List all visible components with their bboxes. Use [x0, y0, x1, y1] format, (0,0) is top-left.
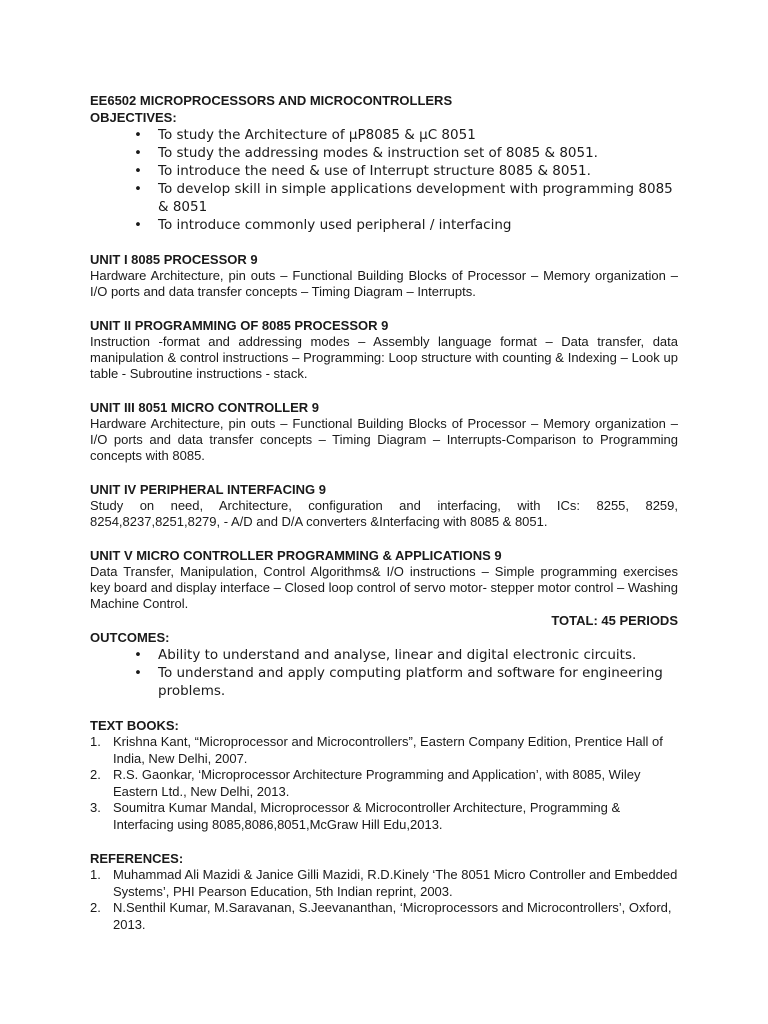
- unit-title: UNIT IV PERIPHERAL INTERFACING 9: [90, 482, 326, 497]
- list-item: • To study the Architecture of µP8085 & µC 8051: [90, 126, 678, 144]
- list-item: • To introduce commonly used peripheral / interfacing: [90, 216, 678, 234]
- list-item: [90, 734, 678, 767]
- unit-4-section: [90, 481, 678, 530]
- list-item: • To introduce the need & use of Interrupt structure 8085 & 8051.: [90, 162, 678, 180]
- list-item: • To develop skill in simple applications development with programming 8085 & 8051: [90, 180, 678, 216]
- item-number: 2.: [90, 767, 101, 782]
- list-item: [90, 800, 678, 833]
- outcomes-list: [90, 646, 678, 700]
- unit-body: Hardware Architecture, pin outs – Functional Building Blocks of Processor – Memory organization – I/O ports and data transfer concepts – Timing Diagram – Interrupts.: [90, 268, 678, 299]
- unit-title: UNIT III 8051 MICRO CONTROLLER 9: [90, 400, 319, 415]
- unit-title: UNIT V MICRO CONTROLLER PROGRAMMING & APPLICATIONS 9: [90, 548, 502, 563]
- item-number: 2.: [90, 900, 101, 915]
- list-item: • Ability to understand and analyse, linear and digital electronic circuits.: [90, 646, 678, 664]
- item-text: Muhammad Ali Mazidi & Janice Gilli Mazidi, R.D.Kinely ‘The 8051 Micro Controller and Embedded Systems’, PHI Pearson Education, 5th Indian reprint, 2003.: [113, 867, 678, 899]
- item-text: N.Senthil Kumar, M.Saravanan, S.Jeevananthan, ‘Microprocessors and Microcontrollers’, Oxford, 2013.: [113, 900, 672, 932]
- outcomes-heading: OUTCOMES:: [90, 630, 170, 645]
- unit-title: UNIT I 8085 PROCESSOR 9: [90, 252, 258, 267]
- list-item: [90, 900, 678, 933]
- references-list: [90, 867, 678, 933]
- text-books-list: [90, 734, 678, 833]
- references-heading: REFERENCES:: [90, 851, 184, 866]
- unit-2-section: [90, 317, 678, 382]
- unit-1-section: [90, 251, 678, 300]
- list-item: [90, 767, 678, 800]
- item-text: Soumitra Kumar Mandal, Microprocessor & Microcontroller Architecture, Programming & Interfacing using 8085,8086,8051,McGraw Hill Edu,2013.: [113, 800, 621, 832]
- item-number: 1.: [90, 867, 101, 882]
- item-text: R.S. Gaonkar, ‘Microprocessor Architecture Programming and Application’, with 8085, Wiley Eastern Ltd., New Delhi, 2013.: [113, 767, 641, 799]
- item-text: Krishna Kant, “Microprocessor and Microcontrollers”, Eastern Company Edition, Prentice Hall of India, New Delhi, 2007.: [113, 734, 663, 766]
- list-item: [90, 867, 678, 900]
- list-item: • To study the addressing modes & instruction set of 8085 & 8051.: [90, 144, 678, 162]
- unit-body: Hardware Architecture, pin outs – Functional Building Blocks of Processor – Memory organization – I/O ports and data transfer concepts – Timing Diagram – Interrupts-Comparison to Programming concepts with 8085.: [90, 416, 678, 463]
- text-books-heading: TEXT BOOKS:: [90, 718, 179, 733]
- unit-body: Instruction -format and addressing modes – Assembly language format – Data transfer, data manipulation & control instructions – Programming: Loop structure with counting & Indexing – Look up table - Subroutine instructions - stack.: [90, 334, 678, 381]
- unit-body: Data Transfer, Manipulation, Control Algorithms& I/O instructions – Simple programming exercises key board and display interface – Closed loop control of servo motor- stepper motor control – Washing Machine Control.: [90, 564, 678, 611]
- item-number: 3.: [90, 800, 101, 815]
- objectives-list: [90, 126, 678, 234]
- unit-body: Study on need, Architecture, configuration and interfacing, with ICs: 8255, 8259, 8254,8237,8251,8279, - A/D and D/A converters &Interfacing with 8085 & 8051.: [90, 498, 678, 529]
- syllabus-page: [90, 92, 678, 933]
- unit-title: UNIT II PROGRAMMING OF 8085 PROCESSOR 9: [90, 318, 389, 333]
- course-title: EE6502 MICROPROCESSORS AND MICROCONTROLLERS: [90, 93, 453, 108]
- item-number: 1.: [90, 734, 101, 749]
- total-periods: TOTAL: 45 PERIODS: [551, 613, 678, 628]
- list-item: • To understand and apply computing platform and software for engineering problems.: [90, 664, 678, 700]
- unit-5-section: [90, 547, 678, 612]
- unit-3-section: [90, 399, 678, 464]
- objectives-heading: OBJECTIVES:: [90, 110, 177, 125]
